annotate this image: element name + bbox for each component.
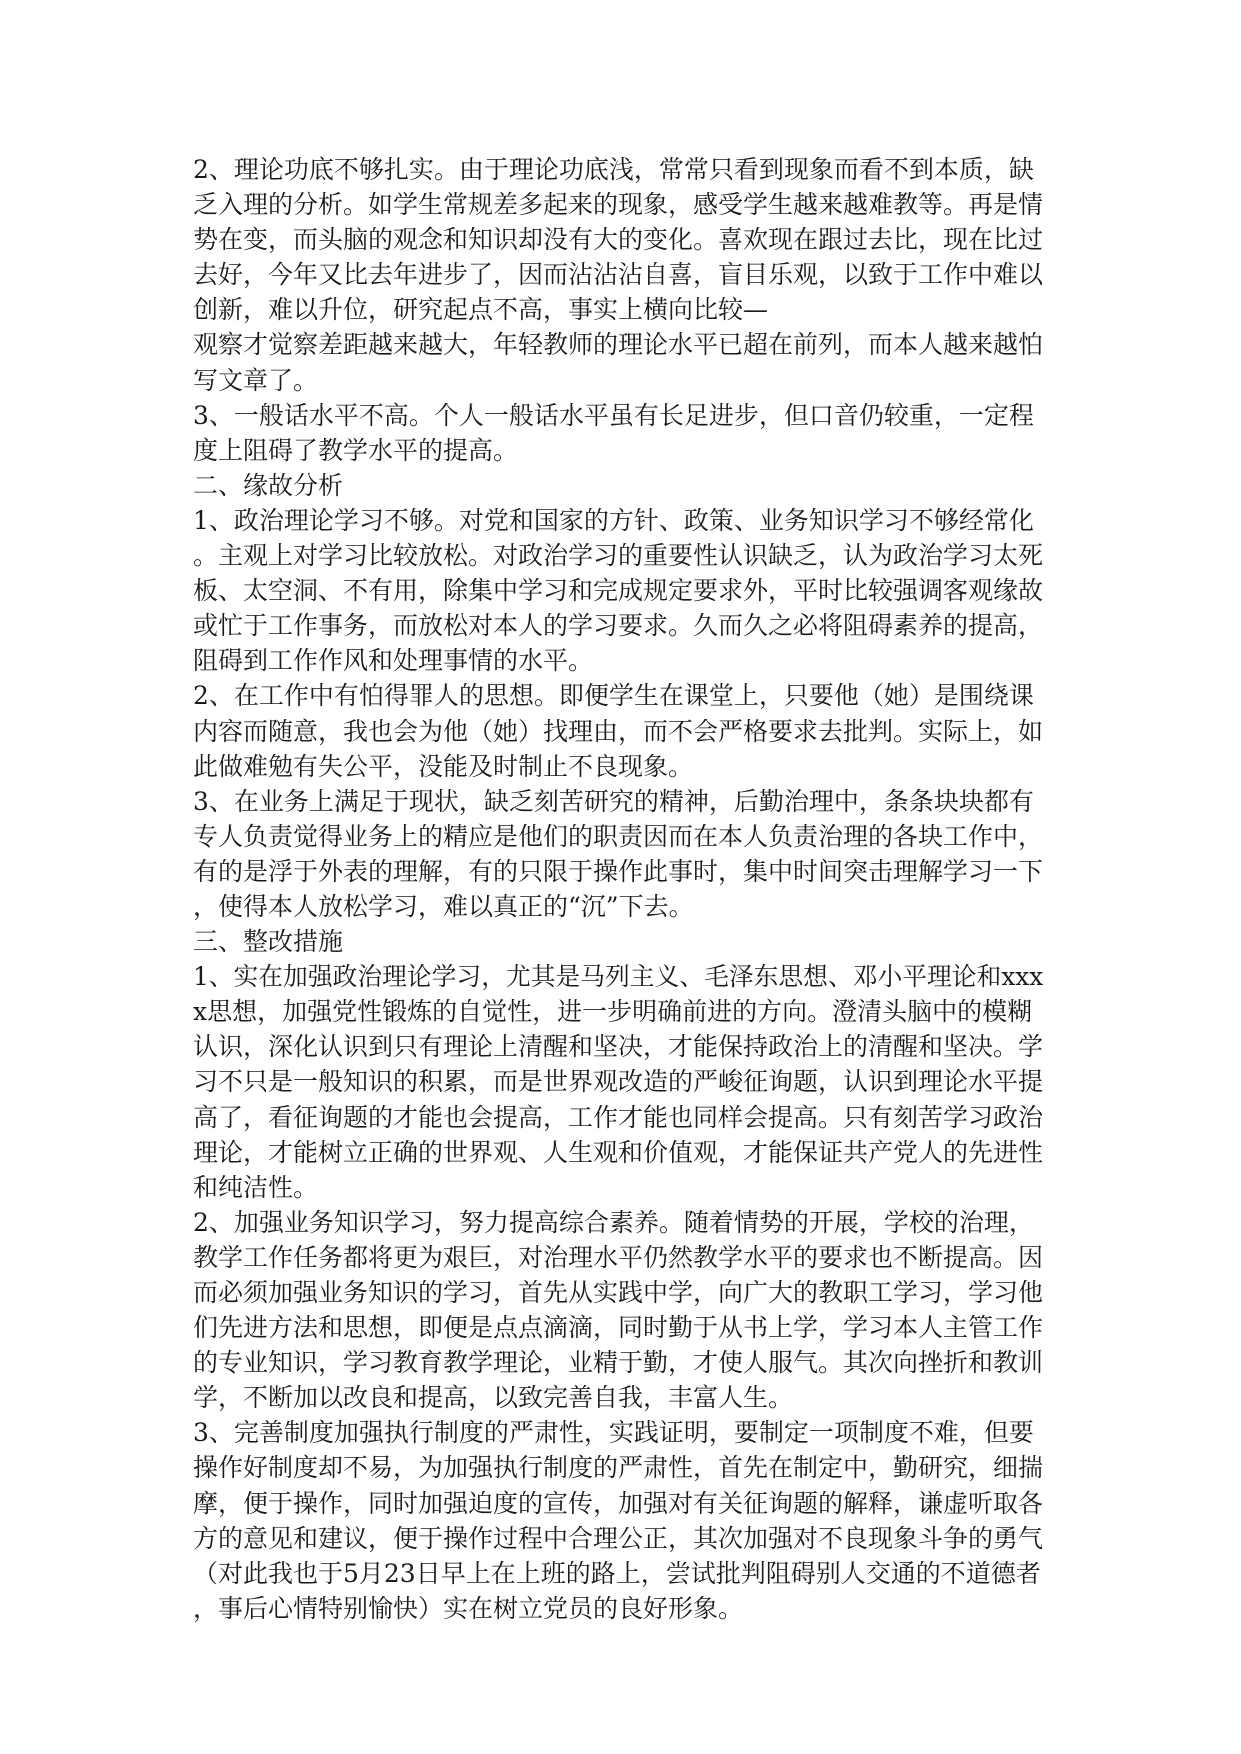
text-line: 内容而随意，我也会为他（她）找理由，而不会严格要求去批判。实际上，如 xyxy=(193,716,1044,746)
text-line: 2、在工作中有怕得罪人的思想。即便学生在课堂上，只要他（她）是围绕课 xyxy=(193,681,1034,711)
text-line: 2、理论功底不够扎实。由于理论功底浅，常常只看到现象而看不到本质，缺 xyxy=(193,155,1034,184)
text-line: 摩，便于操作，同时加强迫度的宣传，加强对有关征询题的解释，谦虚听取各 xyxy=(193,1488,1044,1518)
text-line: 习不只是一般知识的积累，而是世界观改造的严峻征询题，认识到理论水平提 xyxy=(193,1067,1044,1097)
text-line: 认识，深化认识到只有理论上清醒和坚决，才能保持政治上的清醒和坚决。学 xyxy=(193,1032,1044,1062)
text-line: 观察才觉察差距越来越大，年轻教师的理论水平已超在前列，而本人越来越怕 xyxy=(193,330,1044,360)
text-line: 操作好制度却不易，为加强执行制度的严肃性，首先在制定中，勤研究，细揣 xyxy=(193,1453,1044,1483)
text-line: 3、完善制度加强执行制度的严肃性，实践证明，要制定一项制度不难，但要 xyxy=(193,1418,1034,1448)
text-line: 教学工作任务都将更为艰巨，对治理水平仍然教学水平的要求也不断提高。因 xyxy=(193,1242,1044,1272)
text-line: ，使得本人放松学习，难以真正的“沉”下去。 xyxy=(193,891,694,921)
text-line: 去好，今年又比去年进步了，因而沾沾沾自喜，盲目乐观，以致于工作中难以 xyxy=(193,260,1044,290)
text-line: 有的是浮于外表的理解，有的只限于操作此事时，集中时间突击理解学习一下 xyxy=(193,856,1044,886)
text-line: 专人负责觉得业务上的精应是他们的职责因而在本人负责治理的各块工作中， xyxy=(193,821,1044,851)
text-line: 3、一般话水平不高。个人一般话水平虽有长足进步，但口音仍较重，一定程 xyxy=(193,400,1034,430)
text-line: 2、加强业务知识学习，努力提高综合素养。随着情势的开展，学校的治理， xyxy=(193,1207,1034,1237)
text-line: 3、在业务上满足于现状，缺乏刻苦研究的精神，后勤治理中，条条块块都有 xyxy=(193,786,1034,816)
text-line: 的专业知识，学习教育教学理论，业精于勤，才使人服气。其次向挫折和教训 xyxy=(193,1348,1044,1378)
text-line: 。主观上对学习比较放松。对政治学习的重要性认识缺乏，认为政治学习太死 xyxy=(193,541,1044,571)
text-line: 创新，难以升位，研究起点不高，事实上横向比较— xyxy=(193,295,769,325)
text-line: 1、政治理论学习不够。对党和国家的方针、政策、业务知识学习不够经常化 xyxy=(193,505,1034,535)
text-line: 二、缘故分析 xyxy=(193,470,344,500)
document-body xyxy=(193,152,1043,1626)
text-line: 势在变，而头脑的观念和知识却没有大的变化。喜欢现在跟过去比，现在比过 xyxy=(193,225,1044,255)
text-line: 乏入理的分析。如学生常规差多起来的现象，感受学生越来越难教等。再是情 xyxy=(193,190,1044,220)
text-line: ，事后心情特别愉快）实在树立党员的良好形象。 xyxy=(193,1593,744,1623)
text-line: 1、实在加强政治理论学习，尤其是马列主义、毛泽东思想、邓小平理论和xxx xyxy=(193,962,1044,992)
text-line: 们先进方法和思想，即便是点点滴滴，同时勤于从书上学，学习本人主管工作 xyxy=(193,1313,1044,1343)
text-line: （对此我也于5月23日早上在上班的路上，尝试批判阻碍别人交通的不道德者 xyxy=(193,1558,1041,1588)
text-line: 理论，才能树立正确的世界观、人生观和价值观，才能保证共产党人的先进性 xyxy=(193,1137,1044,1167)
text-line: 而必须加强业务知识的学习，首先从实践中学，向广大的教职工学习，学习他 xyxy=(193,1278,1044,1307)
text-line: 或忙于工作事务，而放松对本人的学习要求。久而久之必将阻碍素养的提高， xyxy=(193,611,1044,641)
text-line: 度上阻碍了教学水平的提高。 xyxy=(193,435,519,465)
text-line: 写文章了。 xyxy=(193,365,319,395)
text-line: 和纯洁性。 xyxy=(193,1172,319,1202)
text-line: 此做难勉有失公平，没能及时制止不良现象。 xyxy=(193,751,694,781)
text-line: x思想，加强党性锻炼的自觉性，进一步明确前进的方向。澄清头脑中的模糊 xyxy=(193,997,1033,1027)
text-line: 方的意见和建议，便于操作过程中合理公正，其次加强对不良现象斗争的勇气 xyxy=(193,1523,1044,1553)
text-line: 阻碍到工作作风和处理事情的水平。 xyxy=(193,646,594,676)
text-line: 三、整改措施 xyxy=(193,927,344,957)
text-line: 板、太空洞、不有用，除集中学习和完成规定要求外，平时比较强调客观缘故 xyxy=(193,576,1044,606)
text-line: 高了，看征询题的才能也会提高，工作才能也同样会提高。只有刻苦学习政治 xyxy=(193,1102,1044,1132)
text-line: 学，不断加以改良和提高，以致完善自我，丰富人生。 xyxy=(193,1383,794,1413)
